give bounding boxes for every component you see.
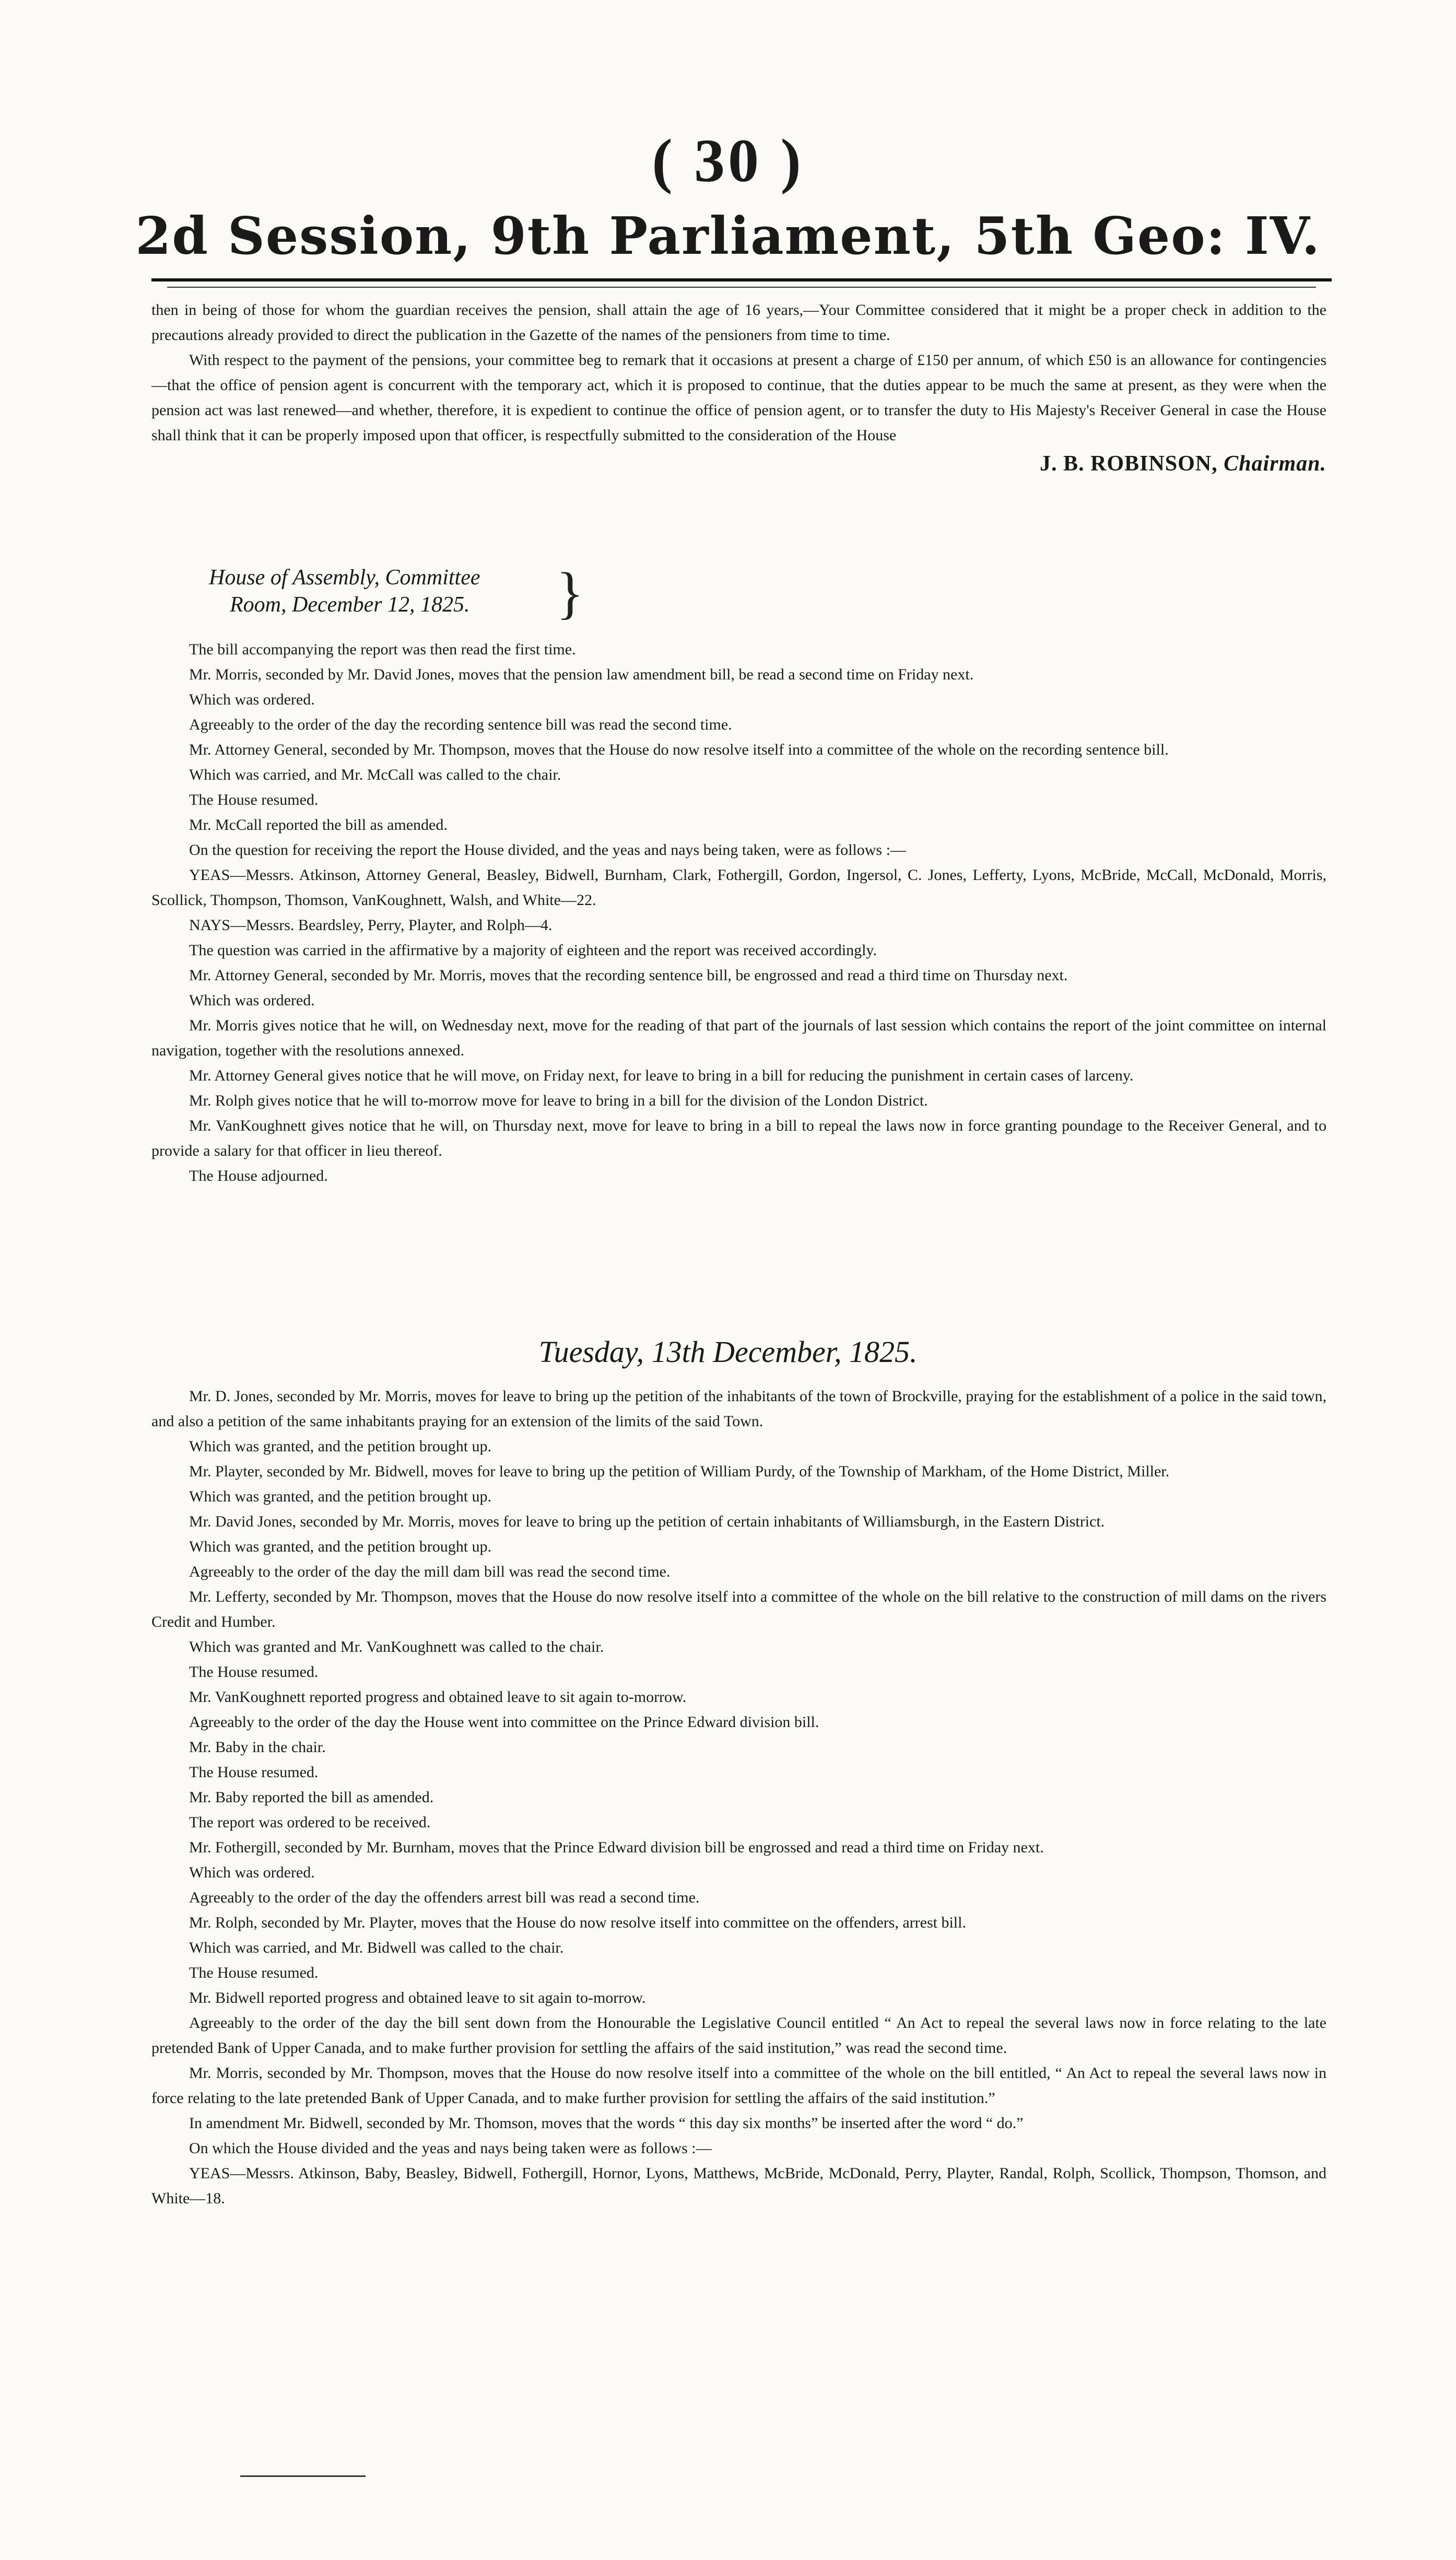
brace-mark: } xyxy=(556,561,584,625)
yeas-list: YEAS—Messrs. Atkinson, Attorney General, Beasley, Bidwell, Burnham, Clark, Fothergill, Gordon, Ingersol, C. Jones, Lefferty, Lyons, McBride, McCall, McDonald, Morris, Scollick, Thompson, Thomson, VanKoughnett, Walsh, and White—22. xyxy=(151,866,1326,909)
paragraph: Mr. David Jones, seconded by Mr. Morris, moves for leave to bring up the petition of certain inhabitants of Williamsburgh, in the Eastern District. xyxy=(189,1513,1105,1530)
paragraph: Mr. Playter, seconded by Mr. Bidwell, moves for leave to bring up the petition of William Purdy, of the Township of Markham, of the Home District, Miller. xyxy=(189,1463,1170,1480)
paragraph: Which was ordered. xyxy=(189,1864,315,1881)
bottom-rule xyxy=(240,2475,366,2477)
session-header: 2d Session, 9th Parliament, 5th Geo: IV. xyxy=(135,206,1321,266)
dateline-line-1: House of Assembly, Committee xyxy=(209,566,480,590)
paragraph: Mr. Morris, seconded by Mr. Thompson, moves that the House do now resolve itself into a committee of the whole on the bill entitled, “ An Act to repeal the several laws now in force relating to the late pretended Bank of Upper Canada, and to make further provision for settling the affairs of the said institution.” xyxy=(151,2064,1326,2107)
dateline-line-2: Room, December 12, 1825. xyxy=(230,593,470,617)
paragraph: Agreeably to the order of the day the bill sent down from the Honourable the Legislative Council entitled “ An Act to repeal the several laws now in force relating to the late pretended Bank of Upper Canada, and to make further provision for settling the affairs of the said institution,” was read the second time. xyxy=(151,2014,1326,2057)
paragraph: The bill accompanying the report was then read the first time. xyxy=(189,641,576,658)
paragraph: then in being of those for whom the guardian receives the pension, shall attain the age of 16 years,—Your Committee considered that it might be a proper check in addition to the precautions already provided to direct the publication in the Gazette of the names of the pensioners from time to time. xyxy=(151,301,1326,344)
paragraph: The question was carried in the affirmative by a majority of eighteen and the report was received accordingly. xyxy=(189,942,877,959)
page-number: ( 30 ) xyxy=(652,126,804,195)
paragraph: The House resumed. xyxy=(189,1764,319,1781)
proceedings-december-13 xyxy=(151,1384,1326,2211)
paragraph: Mr. Rolph gives notice that he will to-morrow move for leave to bring in a bill for the division of the London District. xyxy=(189,1092,928,1109)
signature-name: J. B. ROBINSON, xyxy=(1040,452,1218,476)
header-rule xyxy=(151,278,1332,281)
paragraph: Which was carried, and Mr. Bidwell was called to the chair. xyxy=(189,1939,564,1956)
paragraph: The House adjourned. xyxy=(189,1167,328,1184)
chairman-signature xyxy=(151,448,1326,479)
paragraph: Mr. Morris, seconded by Mr. David Jones, moves that the pension law amendment bill, be read a second time on Friday next. xyxy=(189,666,974,683)
nays-list: NAYS—Messrs. Beardsley, Perry, Playter, and Rolph—4. xyxy=(189,917,553,934)
paragraph: Mr. Morris gives notice that he will, on Wednesday next, move for the reading of that part of the journals of last session which contains the report of the joint committee on internal navigation, together with the resolutions annexed. xyxy=(151,1017,1326,1059)
paragraph: The report was ordered to be received. xyxy=(189,1814,431,1831)
paragraph: Mr. Fothergill, seconded by Mr. Burnham, moves that the Prince Edward division bill be engrossed and read a third time on Friday next. xyxy=(189,1839,1044,1856)
paragraph: Which was granted, and the petition brought up. xyxy=(189,1438,492,1455)
header-rule-thin xyxy=(167,287,1316,288)
paragraph: Mr. McCall reported the bill as amended. xyxy=(189,816,448,833)
paragraph: Mr. VanKoughnett reported progress and obtained leave to sit again to-morrow. xyxy=(189,1688,687,1706)
paragraph: Agreeably to the order of the day the recording sentence bill was read the second time. xyxy=(189,716,732,733)
date-heading: Tuesday, 13th December, 1825. xyxy=(538,1335,918,1369)
paragraph: Which was ordered. xyxy=(189,992,315,1009)
paragraph: Agreeably to the order of the day the House went into committee on the Prince Edward division bill. xyxy=(189,1713,819,1731)
yeas-list: YEAS—Messrs. Atkinson, Baby, Beasley, Bidwell, Fothergill, Hornor, Lyons, Matthews, McBride, McDonald, Perry, Playter, Randal, Rolph, Scollick, Thompson, Thomson, and White—18. xyxy=(151,2165,1326,2207)
committee-report-text xyxy=(151,298,1326,479)
paragraph: In amendment Mr. Bidwell, seconded by Mr. Thomson, moves that the words “ this day six months” be inserted after the word “ do.” xyxy=(189,2115,1024,2132)
paragraph: Which was carried, and Mr. McCall was called to the chair. xyxy=(189,766,561,783)
paragraph: Mr. Attorney General gives notice that he will move, on Friday next, for leave to bring in a bill for reducing the punishment in certain cases of larceny. xyxy=(189,1067,1134,1084)
paragraph: On which the House divided and the yeas and nays being taken were as follows :— xyxy=(189,2140,712,2157)
paragraph: The House resumed. xyxy=(189,1663,319,1681)
paragraph: Mr. VanKoughnett gives notice that he will, on Thursday next, move for leave to bring in a bill to repeal the laws now in force granting poundage to the Receiver General, and to provide a salary for that officer in lieu thereof. xyxy=(151,1117,1326,1159)
paragraph: Mr. Bidwell reported progress and obtained leave to sit again to-morrow. xyxy=(189,1989,646,2006)
paragraph: Mr. Rolph, seconded by Mr. Playter, moves that the House do now resolve itself into committee on the offenders, arrest bill. xyxy=(189,1914,966,1931)
paragraph: Mr. D. Jones, seconded by Mr. Morris, moves for leave to bring up the petition of the inhabitants of the town of Brockville, praying for the establishment of a police in the said town, and also a petition of the same inhabitants praying for an extension of the limits of the said Town. xyxy=(151,1388,1326,1430)
paragraph: The House resumed. xyxy=(189,791,319,808)
paragraph: Which was ordered. xyxy=(189,691,315,708)
paragraph: Mr. Attorney General, seconded by Mr. Thompson, moves that the House do now resolve itself into a committee of the whole on the recording sentence bill. xyxy=(189,741,1169,758)
paragraph: Mr. Attorney General, seconded by Mr. Morris, moves that the recording sentence bill, be engrossed and read a third time on Thursday next. xyxy=(189,967,1068,984)
paragraph: Which was granted, and the petition brought up. xyxy=(189,1488,492,1505)
paragraph: Mr. Lefferty, seconded by Mr. Thompson, moves that the House do now resolve itself into a committee of the whole on the bill relative to the construction of mill dams on the rivers Credit and Humber. xyxy=(151,1588,1326,1630)
proceedings-december-12 xyxy=(151,637,1326,1189)
paragraph: Which was granted and Mr. VanKoughnett was called to the chair. xyxy=(189,1638,604,1655)
signature-role: Chairman. xyxy=(1224,452,1326,476)
committee-room-dateline xyxy=(209,564,480,618)
paragraph: Agreeably to the order of the day the offenders arrest bill was read a second time. xyxy=(189,1889,700,1906)
paragraph: On the question for receiving the report the House divided, and the yeas and nays being taken, were as follows :— xyxy=(189,841,906,859)
paragraph: The House resumed. xyxy=(189,1964,319,1981)
paragraph: Which was granted, and the petition brought up. xyxy=(189,1538,492,1555)
paragraph: Agreeably to the order of the day the mill dam bill was read the second time. xyxy=(189,1563,671,1580)
paragraph: Mr. Baby reported the bill as amended. xyxy=(189,1789,434,1806)
paragraph: With respect to the payment of the pensions, your committee beg to remark that it occasions at present a charge of £150 per annum, of which £50 is an allowance for contingencies—that the office of pension agent is concurrent with the temporary act, which it is proposed to continue, that the duties appear to be much the same at present, as they were when the pension act was last renewed—and whether, therefore, it is expedient to continue the office of pension agent, or to transfer the duty to His Majesty's Receiver General in case the House shall think that it can be properly imposed upon that officer, is respectfully submitted to the consideration of the House xyxy=(151,351,1326,444)
paragraph: Mr. Baby in the chair. xyxy=(189,1739,326,1756)
